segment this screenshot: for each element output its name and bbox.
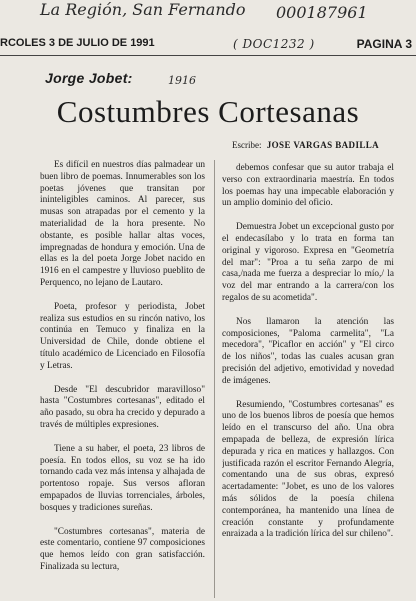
header-rule — [0, 55, 416, 56]
article-author-heading: Jorge Jobet: — [45, 70, 133, 86]
issue-date: RCOLES 3 DE JULIO DE 1991 — [0, 37, 155, 49]
paragraph: debemos confesar que su autor trabaja el verso con extraordinaria maestría. En todos los poemas hay una impecable elaboración y un amplio dominio del oficio. — [222, 163, 394, 209]
paragraph: Resumiendo, "Costumbres cortesanas" es uno de los buenos libros de poesía que hemos leído en el transcurso del año. Una obra empapada de belleza, de expresión lírica depurada y rica en matices y hallazgos. Con justificada razón el escritor Fernando Alegría, comentando una de sus obras, expresó acertadamente: "Jobet, es uno de los valores más sólidos de la poesía chilena contemporánea, ha mantenido una línea de creación constante y profundamente enraizada a la tradición lírica del sur chileno". — [222, 399, 394, 540]
paragraph: Poeta, profesor y periodista, Jobet realiza sus estudios en su rincón nativo, los continúa en Temuco y finaliza en la Universidad de Chile, donde obtiene el título académico de Licenciado en Filosofía y Letras. — [40, 301, 205, 371]
dateline — [0, 37, 416, 53]
paragraph: Demuestra Jobet un excepcional gusto por el endecasílabo y lo trata en forma tan original y vigoroso. Expresa en "Geometría del mar": "Proa a tu seña zarpo de mi casa,/nada me fuerza a despreciar lo mío,/ la voz del mar entrando a la carrera/con los regalos de su acometida". — [222, 222, 394, 303]
handwritten-year: 1916 — [168, 74, 196, 87]
paragraph: Es difícil en nuestros días palmadear un buen libro de poemas. Innumerables son los poetas jóvenes que transitan por ininteligibles caminos. Al parecer, sus musas son atrapadas por el cemento y la materialidad de la hora presente. No obstante, es posible hallar altas voces, impregnadas de hondura y emoción. Una de ellas es la del poeta Jorge Jobet nacido en 1916 en el campestre y lluvioso pueblito de Perquenco, no lejano de Lautaro. — [40, 160, 205, 288]
handwritten-source-note: La Región, San Fernando — [40, 0, 246, 19]
byline — [232, 140, 379, 150]
column-divider — [214, 160, 215, 598]
paragraph: Desde "El descubridor maravilloso" hasta "Costumbres cortesanas", editado el año pasado, su obra ha crecido y depurado a través de múltiples expresiones. — [40, 384, 205, 430]
paragraph: Nos llamaron la atención las composiciones, "Paloma carmelita", "La mecedora", "Picaflor en acción" y "El circo de los niños", todas las cuales acusan gran precisión del adjetivo, emotividad y novedad de imágenes. — [222, 316, 394, 386]
page-number: PAGINA 3 — [356, 37, 412, 51]
article-title: Costumbres Cortesanas — [56, 94, 360, 129]
byline-prefix: Escribe: — [232, 140, 262, 150]
article-column-right — [222, 163, 394, 601]
paragraph: Tiene a su haber, el poeta, 23 libros de poesía. En todos ellos, su voz se ha ido tornando cada vez más intensa y alhajada de portentoso ropaje. Sus versos afloran empapados de lluvias torrenciales, árboles, bosques y tradiciones sureñas. — [40, 443, 205, 513]
byline-writer: JOSE VARGAS BADILLA — [266, 140, 380, 150]
handwritten-record-id: 000187961 — [276, 3, 368, 22]
handwritten-catalog-code: ( DOC1232 ) — [233, 37, 315, 51]
article-column-left — [40, 160, 205, 598]
paragraph: "Costumbres cortesanas", materia de este comentario, contiene 97 composiciones que hemos leído con gran satisfacción. Finalizada su lectura, — [40, 526, 205, 572]
